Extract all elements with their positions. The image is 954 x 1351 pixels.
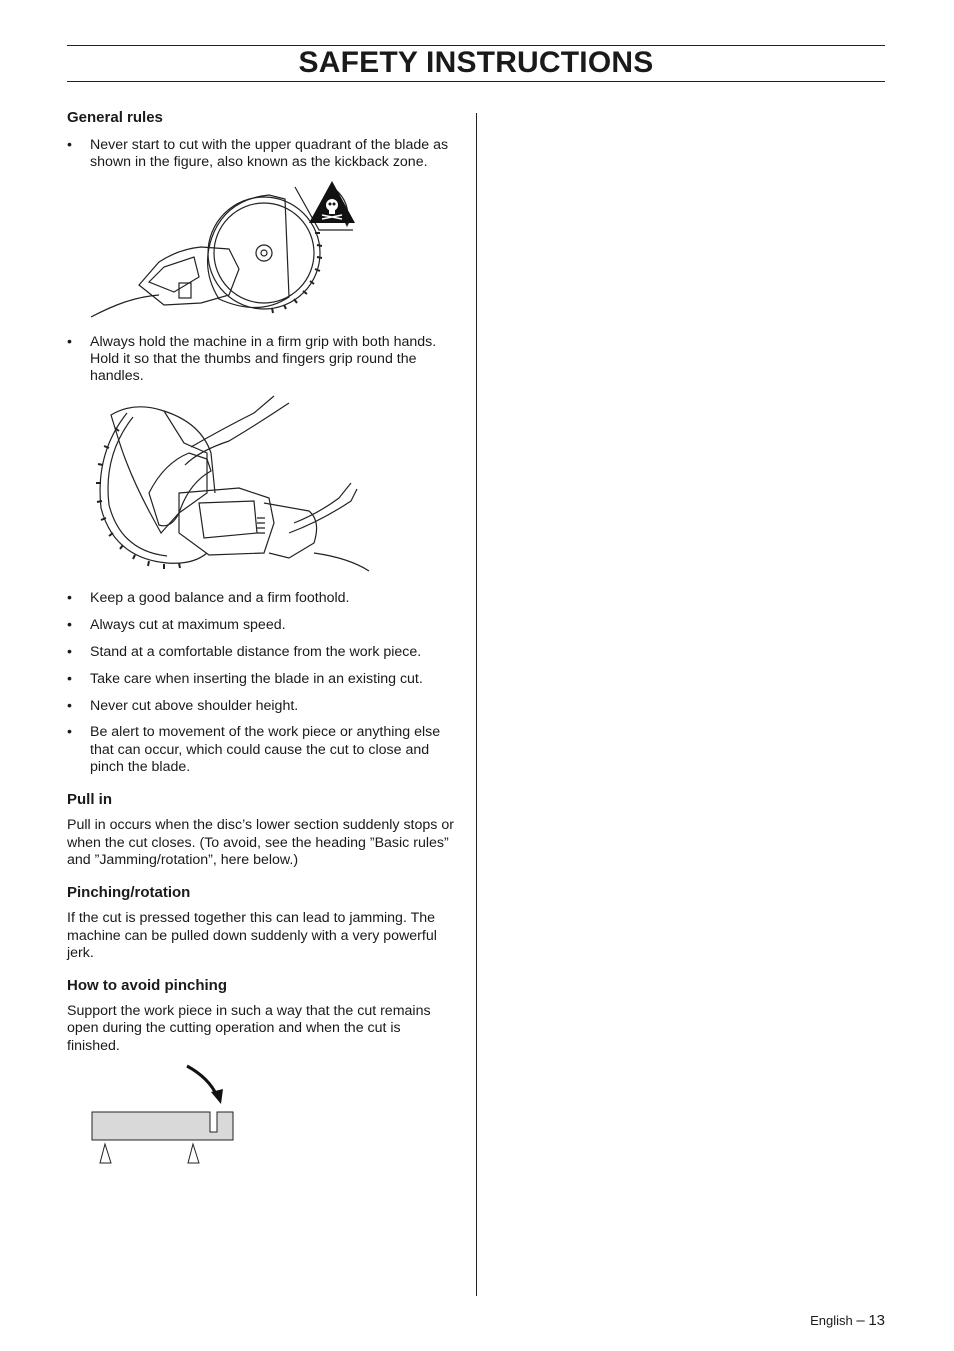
- page-number: 13: [868, 1312, 885, 1329]
- paragraph-pull-in: Pull in occurs when the disc’s lower section suddenly stops or when the cut closes. (To avoid, see the heading ”Basic rules” and ”Jamming/rotation”, here below.): [67, 817, 454, 868]
- heading-pull-in: Pull in: [67, 791, 112, 809]
- list-item: • Be alert to movement of the work piece or anything else that can occur, which could cause the cut to close and pinch the blade.: [67, 724, 457, 776]
- bullet-list: [67, 334, 457, 386]
- bullet-list: [67, 590, 457, 776]
- supported-workpiece-figure: [91, 1062, 271, 1172]
- paragraph-how-to-avoid-pinching: Support the work piece in such a way that the cut remains open during the cutting operation and when the cut is finished.: [67, 1003, 431, 1054]
- left-column: [67, 108, 457, 1172]
- list-item: • Take care when inserting the blade in an existing cut.: [67, 671, 457, 688]
- list-item: • Always hold the machine in a firm grip with both hands. Hold it so that the thumbs and fingers grip round the handles.: [67, 334, 457, 386]
- list-item: • Keep a good balance and a firm foothold.: [67, 590, 457, 607]
- list-item: • Stand at a comfortable distance from the work piece.: [67, 644, 457, 661]
- two-hand-grip-figure: [89, 393, 389, 583]
- footer-language: English: [810, 1313, 853, 1328]
- page-footer: [810, 1312, 885, 1329]
- bullet-list: [67, 137, 457, 172]
- page-title: SAFETY INSTRUCTIONS: [298, 46, 654, 79]
- header-rule-bottom: [67, 81, 885, 82]
- column-divider: [476, 113, 477, 1296]
- list-item: • Always cut at maximum speed.: [67, 617, 457, 634]
- paragraph-pinching-rotation: If the cut is pressed together this can lead to jamming. The machine can be pulled down suddenly with a very powerful jerk.: [67, 910, 437, 961]
- heading-general-rules: General rules: [67, 109, 163, 126]
- list-item: • Never start to cut with the upper quadrant of the blade as shown in the figure, also known as the kickback zone.: [67, 137, 457, 172]
- kickback-zone-figure: [89, 177, 389, 322]
- heading-pinching-rotation: Pinching/rotation: [67, 884, 191, 902]
- footer-separator: –: [856, 1312, 865, 1329]
- heading-how-to-avoid-pinching: How to avoid pinching: [67, 977, 227, 995]
- list-item: • Never cut above shoulder height.: [67, 698, 457, 715]
